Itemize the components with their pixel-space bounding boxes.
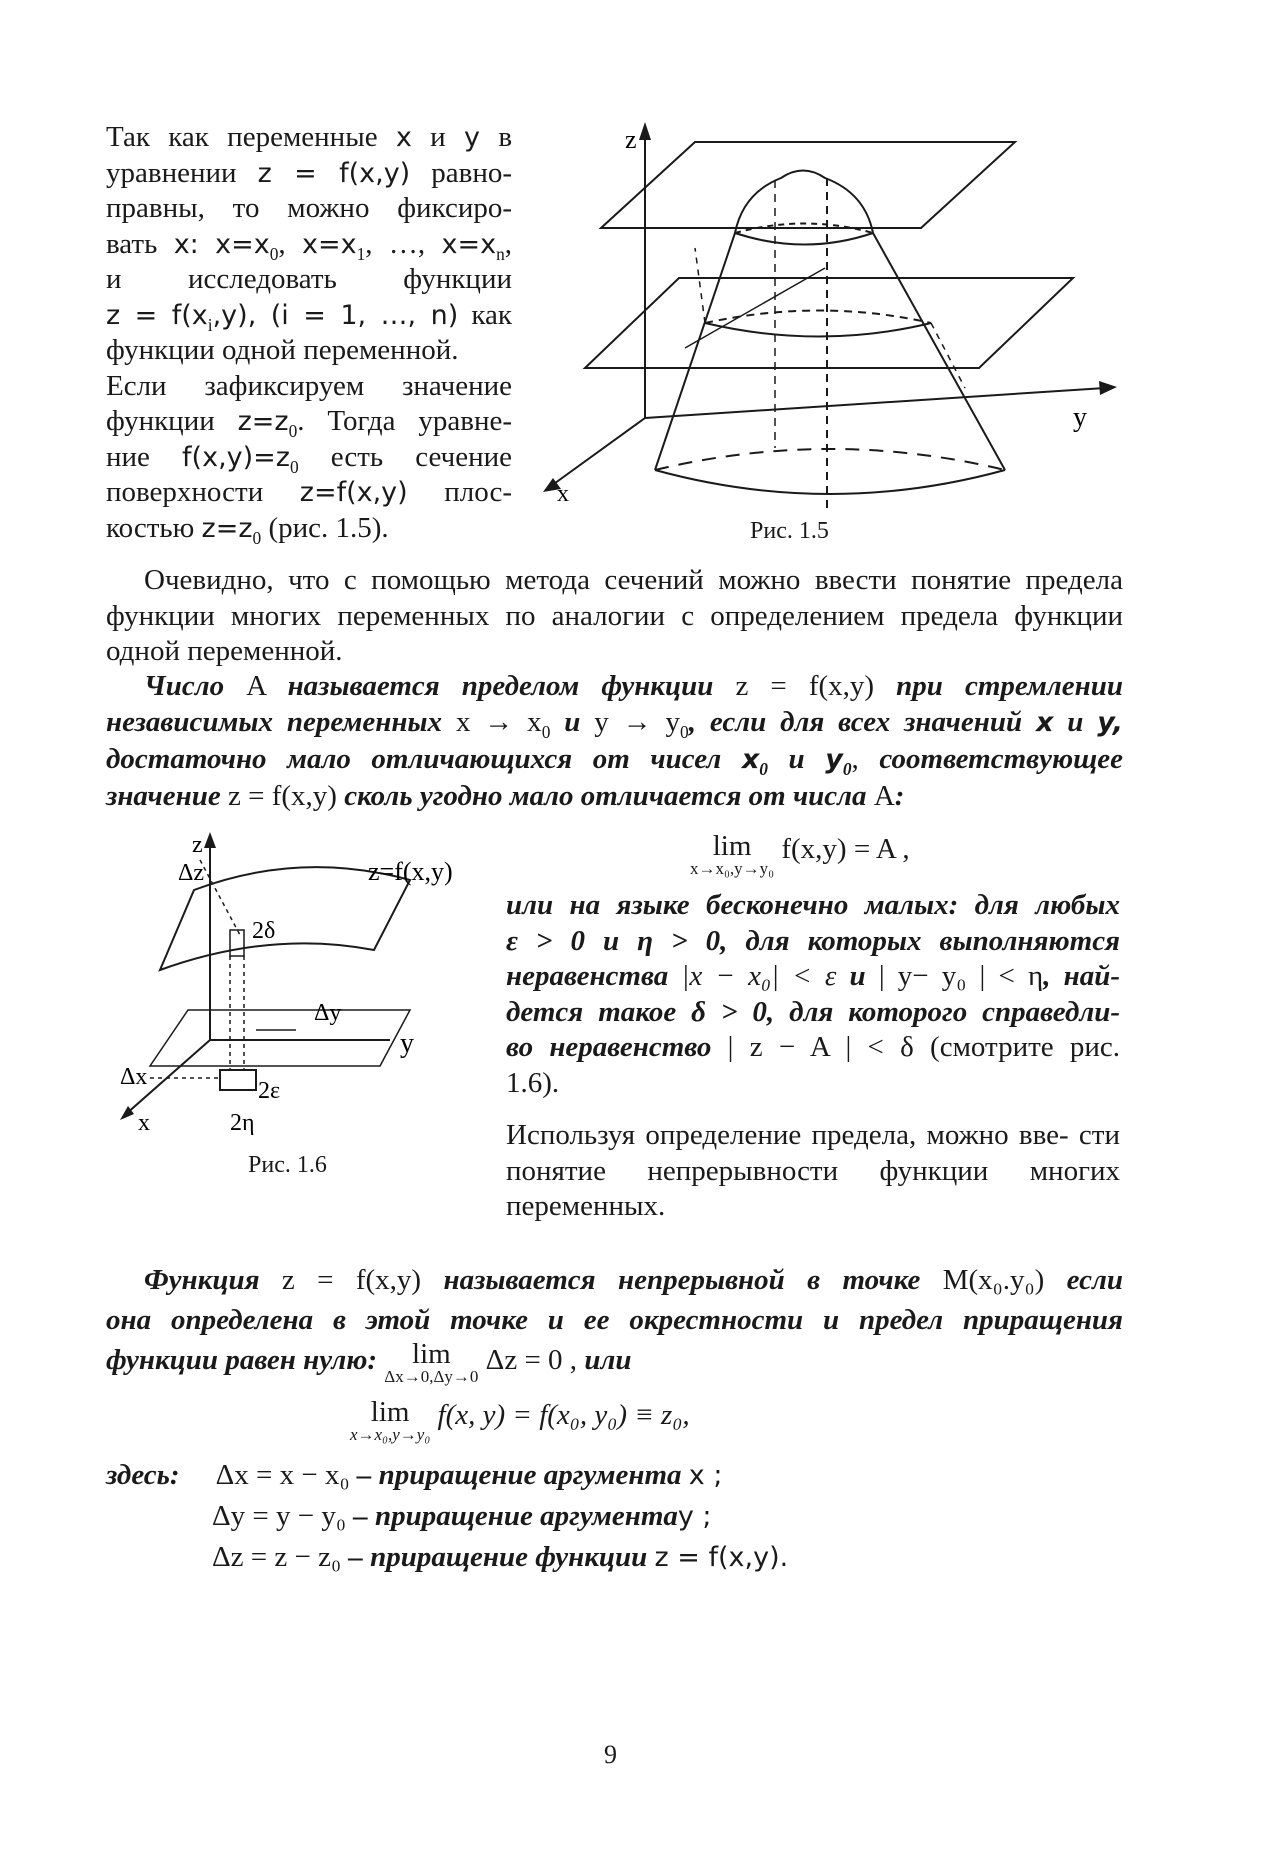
- cone-outline: [655, 171, 1005, 471]
- cone-base-front: [655, 470, 1005, 494]
- increments-block: [106, 1455, 1123, 1578]
- def1-line-1: Число A называется пределом функции z = f(x,y) при стремлении: [144, 670, 1124, 702]
- def2-line-2: она определена в этой точке и ее окрестности и предел приращения: [106, 1304, 1123, 1336]
- intro-line-7: функции одной переменной.: [106, 334, 459, 366]
- def1-line-2: независимых переменных $x \to x_0$ и $y \to y_0$, если для всех значений x и y,: [106, 706, 1124, 742]
- two-delta-label: 2δ: [252, 918, 276, 944]
- section-top-front: [735, 233, 873, 245]
- surface-element: [230, 930, 244, 956]
- y-label: y: [400, 1028, 414, 1059]
- z-arrow-icon: [639, 122, 651, 140]
- lim-operator-3: lim x→x₀,y→y₀: [350, 1396, 431, 1444]
- definition-continuity: [106, 1260, 1123, 1385]
- intro-line-11: поверхности z=f(x,y) плос-: [106, 476, 512, 508]
- increment-z: Δz = z − z₀ – приращение функции z = f(x,y).: [212, 1541, 789, 1573]
- definition-limit: [106, 668, 1123, 814]
- intro-line-8: Если зафиксируем значение: [106, 369, 512, 402]
- cone-hidden-edge-2: [931, 323, 965, 388]
- def1-line-3: достаточно мало отличающихся от чисел $x_0$ и $y_0$, соответствующее: [106, 743, 1124, 779]
- lim-expression: f(x,y) = A ,: [781, 833, 910, 865]
- eps-line-1: или на языке бесконечно малых: для любых: [506, 889, 1120, 921]
- base-rect: [220, 1070, 256, 1090]
- z-arrow-icon: [204, 832, 216, 848]
- section-front: [705, 323, 931, 337]
- intro-paragraph: [106, 120, 512, 546]
- z-label: z: [192, 832, 203, 858]
- eps-line-2: ε > 0 и η > 0, для которых выполняются: [506, 924, 1120, 957]
- intro-line-5: и исследовать функции: [106, 263, 512, 295]
- intro-line-10: ние $f(x,y)=z_0$ есть сечение: [106, 440, 513, 477]
- limit-formula-1: [690, 832, 990, 877]
- def1-line-4: значение z = f(x,y) сколь угодно мало отличается от числа A:: [106, 780, 905, 812]
- cone-base-back: [655, 449, 1005, 470]
- two-eps-label: 2ε: [258, 1078, 281, 1104]
- y-axis: [645, 388, 1105, 418]
- eps-line-6: 1.6).: [506, 1066, 560, 1099]
- figure-1-5: [535, 118, 1125, 508]
- intro-line-2: уравнении z = f(x,y) равно-: [106, 156, 513, 189]
- figure-1-6: [120, 830, 490, 1140]
- page-number: 9: [604, 1740, 617, 1769]
- eps-line-4: дется такое δ > 0, для которого справедли-: [506, 995, 1120, 1028]
- epsilon-delta-paragraph: [506, 888, 1120, 1101]
- y-axis-label: y: [1073, 402, 1087, 433]
- def2-line-1: Функция z = f(x,y) называется непрерывной в точке M(x₀.y₀) если: [144, 1264, 1124, 1296]
- intro-line-6: $z = f(x_i,y)$, (i = 1, …, n) как: [106, 298, 513, 335]
- eps-line-3: неравенства |x − x₀| < ε и | y− y₀ | < η, най-: [506, 960, 1120, 992]
- dz-label: Δz: [178, 860, 205, 886]
- intro-line-12: костью $z=z_0$ (рис. 1.5).: [106, 511, 389, 548]
- limit-formula-2: [350, 1398, 870, 1443]
- intro-line-1: Так как переменные x и y в: [106, 121, 513, 153]
- two-eta-label: 2η: [230, 1110, 255, 1136]
- x-axis: [551, 418, 645, 486]
- x-label: x: [138, 1110, 150, 1136]
- dx-label: Δx: [120, 1064, 148, 1090]
- increment-y: Δy = y − y₀ – приращение аргументаy ;: [212, 1500, 712, 1532]
- continuity-intro-paragraph: Используя определение предела, можно вве- сти понятие непрерывности функции многих переменных.: [506, 1119, 1120, 1222]
- paragraph-sections: Очевидно, что с помощью метода сечений можно ввести понятие предела функции многих переменных по аналогии с определением предела функции одной переменной.: [106, 564, 1123, 667]
- increment-x: здесь: Δx = x − x₀ – приращение аргумента x ;: [106, 1459, 723, 1491]
- lower-plane: [585, 278, 1073, 368]
- surface-label: z=f(x,y): [368, 857, 453, 886]
- figure-1-5-caption: Рис. 1.5: [750, 518, 829, 544]
- y-arrow-icon: [1099, 381, 1117, 395]
- cone-hidden-edge: [695, 248, 705, 323]
- intro-line-9: функции $z=z_0$. Тогда уравне-: [106, 405, 512, 441]
- figure-1-6-caption: Рис. 1.6: [248, 1152, 327, 1178]
- intro-line-4: вать x: $x=x_0$, $x=x_1$, …, $x=x_n$,: [106, 227, 513, 264]
- dz-guide: [200, 860, 240, 935]
- intro-line-3: правны, то можно фиксиро-: [106, 192, 512, 224]
- z-axis-label: z: [625, 125, 637, 154]
- dy-label: Δy: [314, 1000, 342, 1026]
- upper-plane: [601, 142, 1015, 228]
- lim-expression-2: f(x, y) = f(x₀, y₀) ≡ z₀,: [437, 1399, 690, 1431]
- def2-line-3: функции равен нулю: lim Δx→0,Δy→0 Δz = 0 , или: [106, 1338, 632, 1386]
- lim-operator-2: lim Δx→0,Δy→0: [384, 1338, 479, 1386]
- lim-operator: lim x→x₀,y→y₀: [690, 830, 775, 878]
- x-axis-label: x: [557, 481, 569, 507]
- eps-line-5: во неравенство | z − A | < δ (смотрите рис.: [506, 1031, 1121, 1063]
